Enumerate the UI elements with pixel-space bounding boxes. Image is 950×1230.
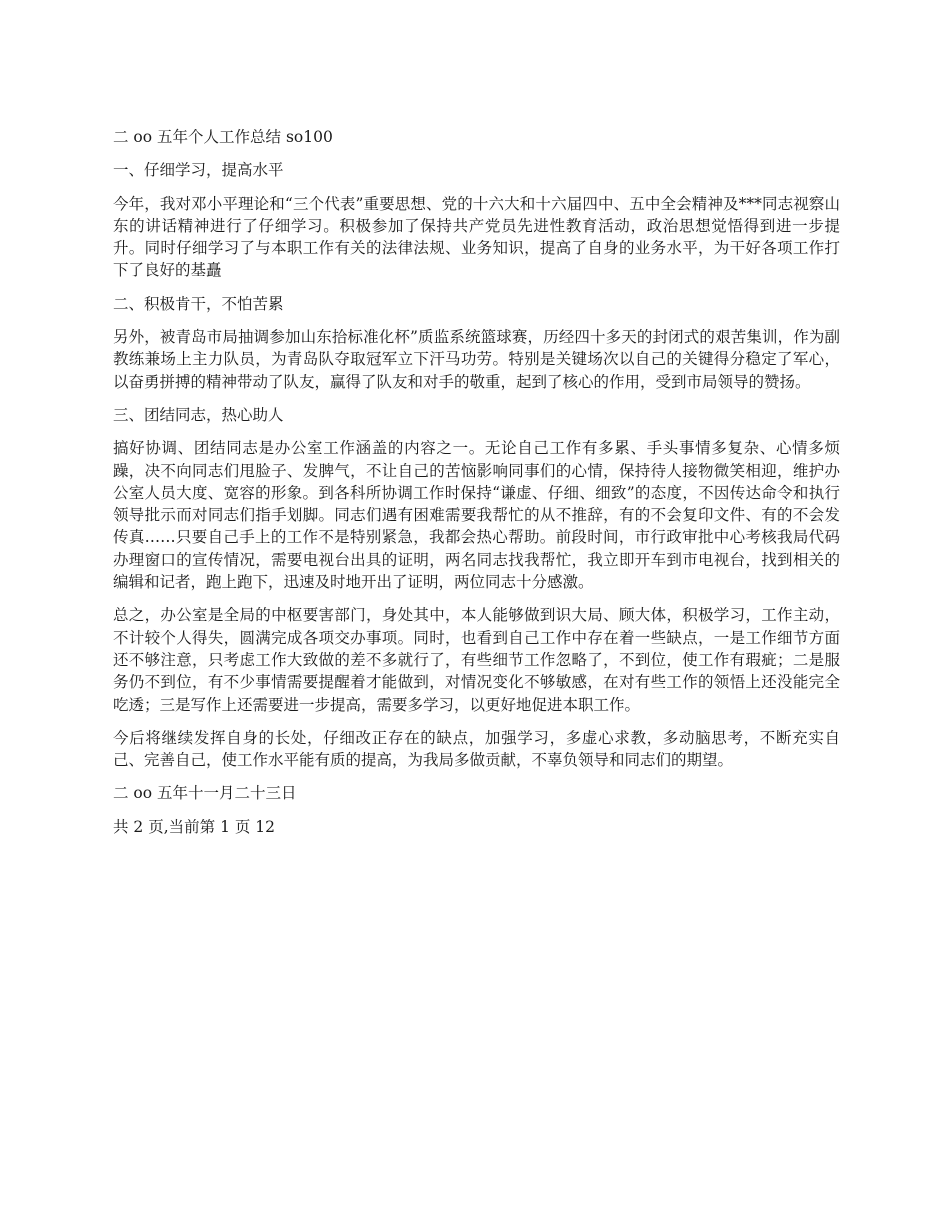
- section-heading-hardwork: 二、积极肯干，不怕苦累: [113, 294, 284, 313]
- future-paragraph: 今后将继续发挥自身的长处，仔细改正存在的缺点，加强学习，多虚心求教，多动脑思考，不断充实自己、完善自己，使工作水平能有质的提高，为我局多做贡献，不辜负领导和同志们的期望。: [113, 728, 840, 770]
- document-page: [113, 126, 840, 849]
- section-body-unity: 搞好协调、团结同志是办公室工作涵盖的内容之一。无论自己工作有多累、手头事情多复杂、心情多烦躁，决不向同志们甩脸子、发脾气，不让自己的苦恼影响同事们的心情，保持待人接物微笑相迎，维护办公室人员大度、宽容的形象。到各科所协调工作时保持“谦虚、仔细、细致”的态度，不因传达命令和执行领导批示而对同志们指手划脚。同志们遇有困难需要我帮忙的从不推辞，有的不会复印文件、有的不会发传真……只要自己手上的工作不是特别紧急，我都会热心帮助。前段时间，市行政审批中心考核我局代码办理窗口的宣传情况，需要电视台出具的证明，两名同志找我帮忙，我立即开车到市电视台，找到相关的编辑和记者，跑上跑下，迅速及时地开出了证明，两位同志十分感激。: [113, 439, 840, 592]
- document-date: 二 oo 五年十一月二十三日: [113, 784, 297, 803]
- section-heading-study: 一、仔细学习，提高水平: [113, 161, 284, 180]
- pagination-info: 共 2 页,当前第 1 页 12: [113, 817, 276, 836]
- summary-paragraph: 总之，办公室是全局的中枢要害部门，身处其中，本人能够做到识大局、顾大体，积极学习，工作主动，不计较个人得失，圆满完成各项交办事项。同时，也看到自己工作中存在着一些缺点，一是工作细节方面还不够注意，只考虑工作大致做的差不多就行了，有些细节工作忽略了，不到位，使工作有瑕疵；二是服务仍不到位，有不少事情需要提醒着才能做到，对情况变化不够敏感，在对有些工作的领悟上还没能完全吃透；三是写作上还需要进一步提高，需要多学习，以更好地促进本职工作。: [113, 606, 840, 714]
- section-heading-unity: 三、团结同志，热心助人: [113, 405, 284, 424]
- section-body-hardwork: 另外，被青岛市局抽调参加山东拾标准化杯”质监系统篮球赛，历经四十多天的封闭式的艰苦集训，作为副教练兼场上主力队员，为青岛队夺取冠军立下汗马功劳。特别是关键场次以自己的关键得分稳定了军心，以奋勇拼搏的精神带动了队友，赢得了队友和对手的敬重，起到了核心的作用，受到市局领导的赞扬。: [113, 328, 840, 391]
- section-body-study: 今年，我对邓小平理论和“三个代表”重要思想、党的十六大和十六届四中、五中全会精神及***同志视察山东的讲话精神进行了仔细学习。积极参加了保持共产党员先进性教育活动，政治思想觉悟得到进一步提升。同时仔细学习了与本职工作有关的法律法规、业务知识，提高了自身的业务水平，为干好各项工作打下了良好的基矗: [113, 194, 840, 280]
- document-title: 二 oo 五年个人工作总结 so100: [113, 128, 333, 146]
